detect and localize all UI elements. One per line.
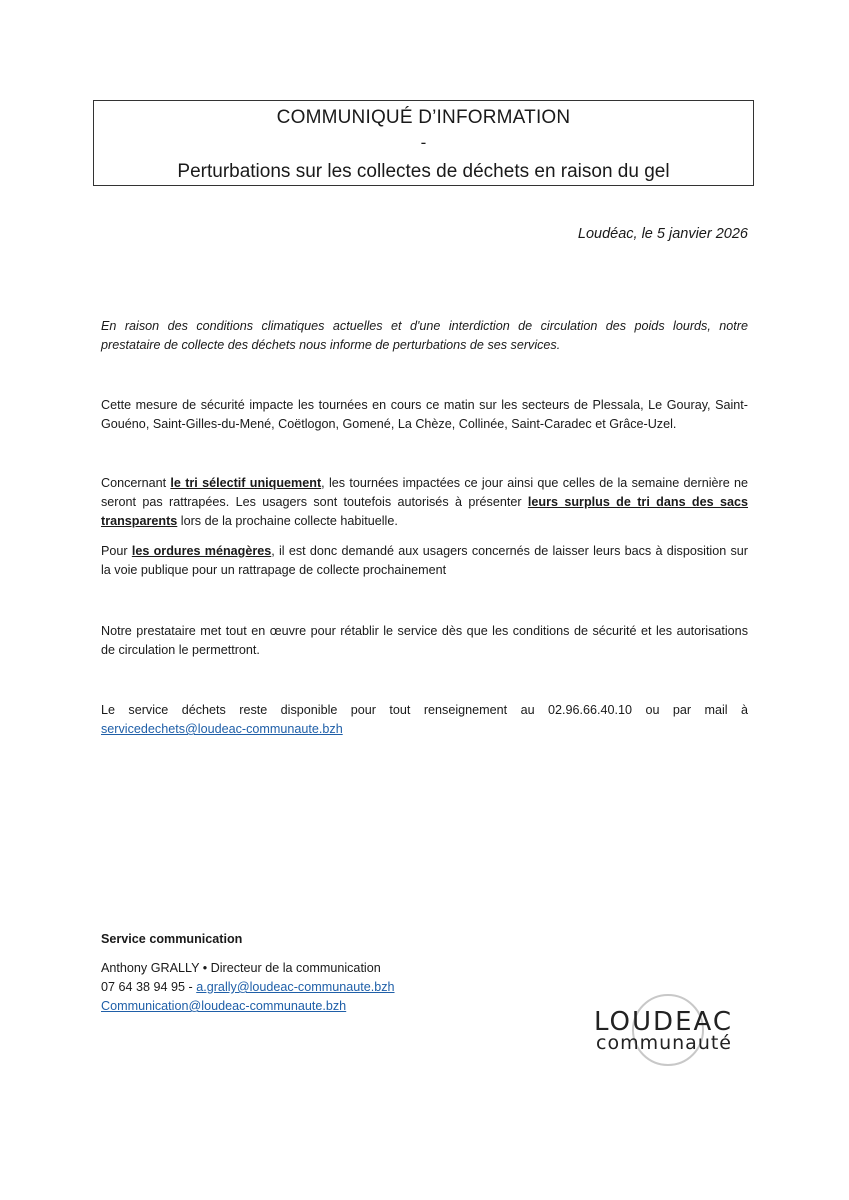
paragraph-line: En raison des conditions climatiques actuelles et d'une interdiction de circulation des poids lourds, notre [101,319,748,333]
paragraph-line: la voie publique pour un rattrapage de collecte prochainement [101,563,447,577]
signature-email2-line [101,997,395,1016]
signature-email-link[interactable]: a.grally@loudeac-communaute.bzh [196,980,395,994]
paragraph-intro [101,317,748,355]
paragraph-line: Le service déchets reste disponible pour tout renseignement au 02.96.66.40.10 ou par mail à [101,703,748,717]
paragraph-sectors [101,396,748,434]
paragraph-line [101,542,748,561]
text-segment: , les tournées impactées ce jour ainsi que celles de la semaine dernière ne [321,476,749,490]
title-box [93,100,754,186]
logo-main-text: LOUDEAC [594,1007,733,1037]
document-title: COMMUNIQUÉ D’INFORMATION [276,107,571,128]
text-segment: lors de la prochaine collecte habituelle. [177,514,398,528]
communication-email-link[interactable]: Communication@loudeac-communaute.bzh [101,999,347,1013]
paragraph-line [101,720,748,739]
paragraph-line: Notre prestataire met tout en œuvre pour rétablir le service dès que les conditions de sécurité et les autorisations [101,624,748,638]
text-segment: Concernant [101,476,171,490]
paragraph-line [101,474,748,493]
paragraph-line [101,512,748,531]
signature-department: Service communication [101,932,243,946]
emphasis-text: les ordures ménagères [131,544,272,558]
signature-phone: 07 64 38 94 95 - [101,980,197,994]
text-segment: Pour [101,544,132,558]
logo-sub-text: communauté [596,1032,732,1054]
paragraph-line: de circulation le permettront. [101,643,260,657]
paragraph-line: Cette mesure de sécurité impacte les tournées en cours ce matin sur les secteurs de Plessala, Le Gouray, Saint- [101,398,748,412]
date-line: Loudéac, le 5 janvier 2026 [577,226,748,242]
emphasis-text: transparents [101,514,178,528]
text-segment: , il est donc demandé aux usagers concernés de laisser leurs bacs à disposition sur [271,544,748,558]
paragraph-selective-sorting [101,474,748,531]
paragraph-line: Gouéno, Saint-Gilles-du-Mené, Coëtlogon, Gomené, La Chèze, Collinée, Saint-Caradec et Grâce-Uzel. [101,417,677,431]
emphasis-text: le tri sélectif uniquement [170,476,322,490]
signature-block [101,930,395,1016]
paragraph-provider [101,622,748,660]
signature-contact-line [101,978,395,997]
paragraph-contact [101,701,748,739]
title-separator: - [420,133,427,152]
document-subtitle: Perturbations sur les collectes de déchets en raison du gel [177,161,670,182]
paragraph-line [101,493,748,512]
emphasis-text: leurs surplus de tri dans des sacs [527,495,749,509]
paragraph-line: prestataire de collecte des déchets nous informe de perturbations de ses services. [101,338,561,352]
paragraph-household-waste [101,542,748,580]
text-segment: seront pas rattrapées. Les usagers sont toutefois autorisés à présenter [101,495,528,509]
loudeac-logo [592,994,742,1070]
service-email-link[interactable]: servicedechets@loudeac-communaute.bzh [101,722,343,736]
signature-name-role: Anthony GRALLY • Directeur de la communication [101,961,381,975]
